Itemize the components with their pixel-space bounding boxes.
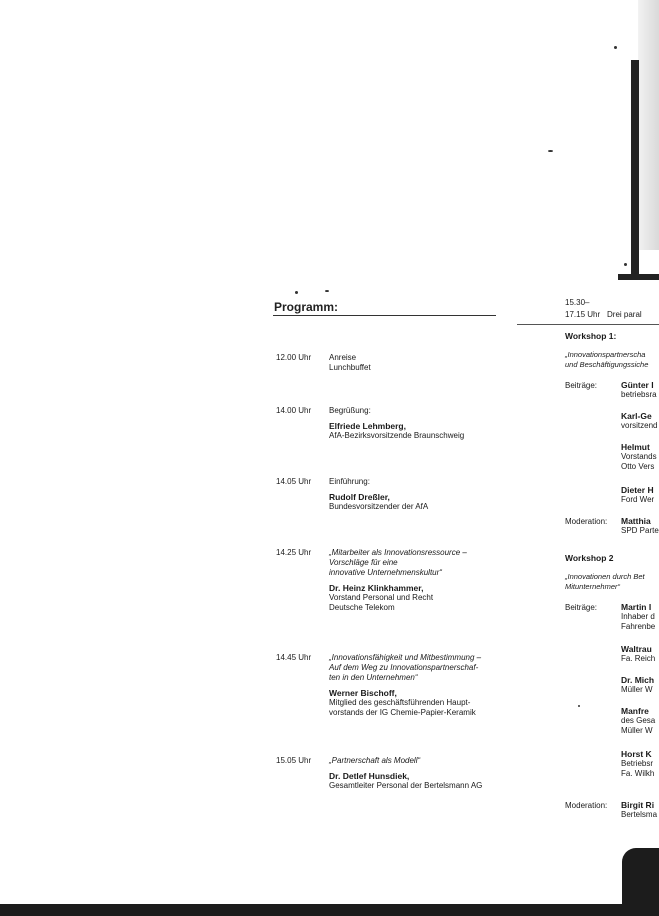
workshop-time-start: 15.30– xyxy=(565,298,590,307)
contributor-name: Horst K xyxy=(621,749,652,759)
right-column-rule xyxy=(517,324,659,325)
workshop2-contrib-label: Beiträge: xyxy=(565,603,598,612)
workshop1-title: „Innovationspartnerscha xyxy=(565,350,646,359)
item-time: 14.45 Uhr xyxy=(276,653,312,662)
contributor xyxy=(621,644,659,664)
contributor xyxy=(621,675,659,695)
item-text: Anreise xyxy=(329,353,357,362)
workshop1-contrib-label: Beiträge: xyxy=(565,381,598,390)
contributor xyxy=(621,442,659,472)
item-time: 14.05 Uhr xyxy=(276,477,312,486)
speaker-name: Rudolf Dreßler, xyxy=(329,492,390,502)
item-time: 14.25 Uhr xyxy=(276,548,312,557)
speaker-name: Elfriede Lehmberg, xyxy=(329,421,406,431)
speaker-role: AfA-Bezirksvorsitzende Braunschweig xyxy=(329,431,465,440)
contributor xyxy=(621,706,659,736)
scan-speck xyxy=(624,263,627,266)
contributor-role: betriebsra xyxy=(621,390,657,399)
contributor-name: Martin I xyxy=(621,602,652,612)
item-label: Begrüßung: xyxy=(329,406,371,415)
program-heading: Programm: xyxy=(274,300,339,314)
scan-speck xyxy=(578,705,580,707)
moderator xyxy=(621,800,659,820)
workshop2-heading: Workshop 2 xyxy=(565,553,614,563)
moderator-name: Birgit Ri xyxy=(621,800,655,810)
contributor-role: Müller W xyxy=(621,685,653,694)
contributor-name: Helmut xyxy=(621,442,650,452)
contributor-role: Fa. Reich xyxy=(621,654,656,663)
scan-edge-bar xyxy=(631,60,639,278)
workshop2-title: Mitunternehmer“ xyxy=(565,582,621,591)
contributor-name: Günter I xyxy=(621,380,654,390)
contributor-role: vorsitzend xyxy=(621,421,658,430)
moderator xyxy=(621,516,659,536)
item-time: 12.00 Uhr xyxy=(276,353,312,362)
talk-title: Vorschläge für eine xyxy=(329,558,398,567)
talk-title: ten in den Unternehmen“ xyxy=(329,673,418,682)
speaker-role: Deutsche Telekom xyxy=(329,603,395,612)
contributor-name: Dr. Mich xyxy=(621,675,655,685)
contributor-role: Vorstands xyxy=(621,452,657,461)
speaker-role: Mitglied des geschäftsführenden Haupt- xyxy=(329,698,471,707)
scan-corner-shadow xyxy=(622,848,659,906)
talk-title: Auf dem Weg zu Innovationspartnerschaf- xyxy=(329,663,479,672)
scan-edge-foot xyxy=(618,274,659,280)
workshop2-title: „Innovationen durch Bet xyxy=(565,572,645,581)
scan-speck xyxy=(614,46,617,49)
scan-shadow-right xyxy=(638,0,659,250)
speaker-role: Gesamtleiter Personal der Bertelsmann AG xyxy=(329,781,483,790)
contributor-name: Dieter H xyxy=(621,485,654,495)
talk-title: „Partnerschaft als Modell“ xyxy=(329,756,421,765)
scan-bottom-edge xyxy=(0,904,659,916)
talk-title: innovative Unternehmenskultur“ xyxy=(329,568,442,577)
contributor xyxy=(621,485,659,505)
contributor-name: Waltrau xyxy=(621,644,652,654)
contributor xyxy=(621,411,659,431)
contributor xyxy=(621,380,659,400)
workshop2-moderation-label: Moderation: xyxy=(565,801,608,810)
item-text: Lunchbuffet xyxy=(329,363,371,372)
contributor-role: Ford Wer xyxy=(621,495,655,504)
workshop-time-end: 17.15 Uhr xyxy=(565,310,601,319)
program-heading-rule xyxy=(273,315,496,316)
item-label: Einführung: xyxy=(329,477,370,486)
moderator-role: Bertelsma xyxy=(621,810,658,819)
workshop1-heading: Workshop 1: xyxy=(565,331,617,341)
speaker-role: vorstands der IG Chemie-Papier-Keramik xyxy=(329,708,476,717)
speaker-name: Dr. Detlef Hunsdiek, xyxy=(329,771,410,781)
contributor xyxy=(621,602,659,632)
contributor-role: Inhaber d xyxy=(621,612,655,621)
contributor-role: Fahrenbe xyxy=(621,622,656,631)
scan-speck xyxy=(548,150,553,152)
speaker-role: Bundesvorsitzender der AfA xyxy=(329,502,429,511)
contributor-role: Otto Vers xyxy=(621,462,655,471)
talk-title: „Innovationsfähigkeit und Mitbestimmung – xyxy=(329,653,482,662)
item-time: 15.05 Uhr xyxy=(276,756,312,765)
contributor-role: des Gesa xyxy=(621,716,656,725)
talk-title: „Mitarbeiter als Innovationsressource – xyxy=(329,548,467,557)
moderator-name: Matthia xyxy=(621,516,651,526)
workshop1-title: und Beschäftigungssiche xyxy=(565,360,649,369)
contributor-role: Fa. Wilkh xyxy=(621,769,655,778)
speaker-name: Werner Bischoff, xyxy=(329,688,397,698)
item-time: 14.00 Uhr xyxy=(276,406,312,415)
speaker-role: Vorstand Personal und Recht xyxy=(329,593,434,602)
moderator-role: SPD Parte xyxy=(621,526,659,535)
workshop1-moderation-label: Moderation: xyxy=(565,517,608,526)
speaker-name: Dr. Heinz Klinkhammer, xyxy=(329,583,424,593)
contributor-role: Betriebsr xyxy=(621,759,654,768)
contributor-name: Manfre xyxy=(621,706,649,716)
contributor-role: Müller W xyxy=(621,726,653,735)
contributor xyxy=(621,749,659,779)
scan-speck xyxy=(325,290,329,292)
scan-speck xyxy=(295,291,298,294)
contributor-name: Karl-Ge xyxy=(621,411,652,421)
workshop-time-text: Drei paral xyxy=(607,310,642,319)
